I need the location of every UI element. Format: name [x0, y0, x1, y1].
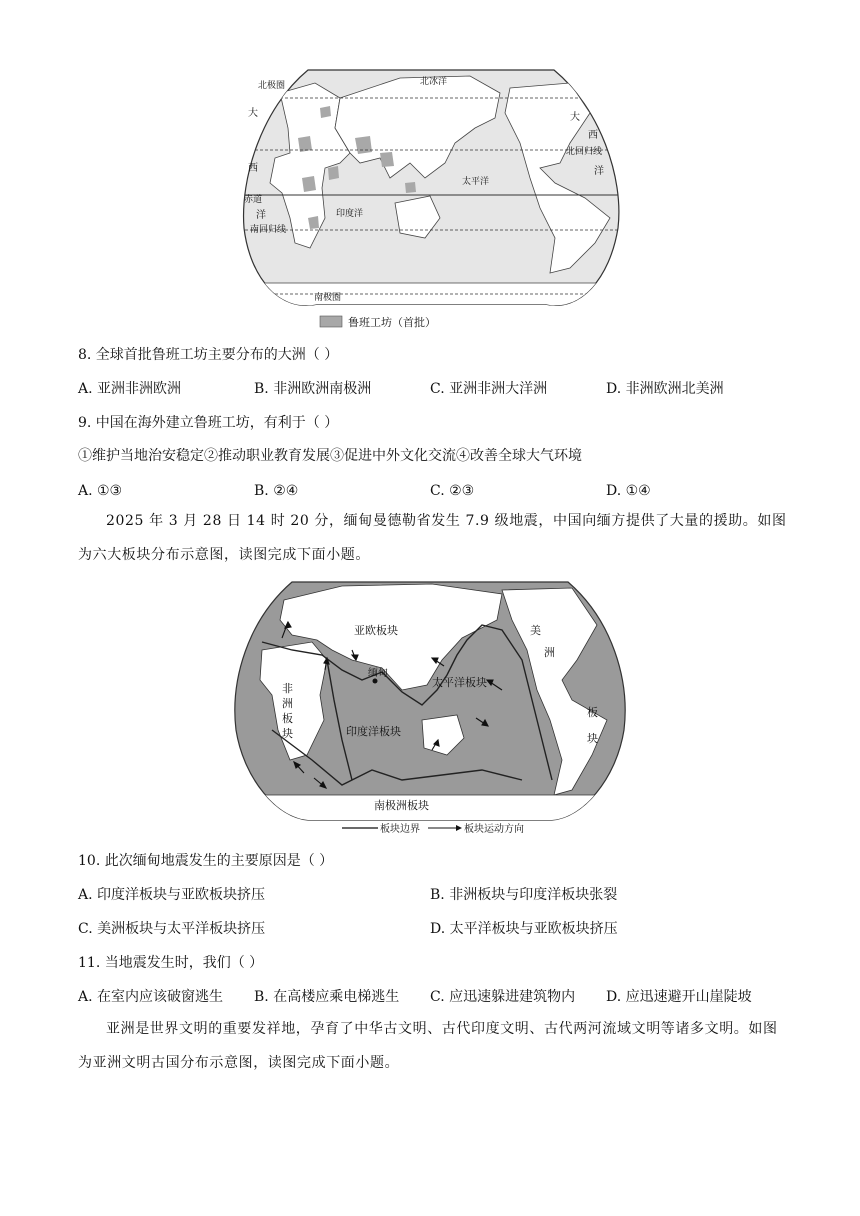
passage-asian-civilizations: 亚洲是世界文明的重要发祥地，孕育了中华古文明、古代印度文明、古代两河流域文明等诸多文明。如图为亚洲文明古国分布示意图，读图完成下面小题。: [78, 1021, 778, 1071]
q9-option-b[interactable]: B. ②④: [254, 483, 299, 499]
map1-label-arctic-ocean: 北冰洋: [420, 77, 448, 87]
map2-label-african-2: 洲: [282, 697, 293, 710]
map1-label-equator: 赤道: [244, 195, 263, 205]
map1-label-indian-ocean: 印度洋: [336, 209, 364, 219]
q9-option-a[interactable]: A. ①③: [78, 483, 123, 499]
map1-label-arctic-circle: 北极圈: [258, 81, 286, 91]
q10-stem: 10. 此次缅甸地震发生的主要原因是（ ）: [78, 853, 334, 869]
map1-highlight-8: [320, 106, 331, 118]
map2-label-antarctic: 南极洲板块: [374, 799, 429, 812]
map1-label-antarctic-circle: 南极圈: [314, 293, 342, 303]
map1-highlight-3: [308, 216, 319, 229]
map2-svg: [232, 580, 628, 838]
map1-highlight-6: [405, 182, 416, 193]
q9-option-d[interactable]: D. ①④: [606, 483, 651, 499]
q11-option-d[interactable]: D. 应迅速避开山崖陡坡: [606, 989, 752, 1005]
map2-label-pacific: 太平洋板块: [432, 676, 487, 689]
map1-legend-swatch: [320, 316, 342, 327]
map1-label-pacific: 太平洋: [462, 177, 490, 187]
map1-label-yang-right: 洋: [594, 166, 604, 177]
q8-option-c[interactable]: C. 亚洲非洲大洋洲: [430, 381, 548, 397]
q10-option-a[interactable]: A. 印度洋板块与亚欧板块挤压: [78, 887, 266, 903]
map1-label-tropic-south: 南回归线: [250, 225, 287, 235]
map1-label-xi-right: 西: [588, 130, 598, 141]
map2-label-african-1: 非: [282, 682, 293, 695]
map2-legend-motion: 板块运动方向: [464, 824, 524, 835]
map1-svg: [240, 68, 622, 336]
map2-label-african-4: 块: [282, 727, 293, 740]
map2-land-antarctica: [232, 795, 628, 838]
q11-option-c[interactable]: C. 应迅速躲进建筑物内: [430, 989, 576, 1005]
map1-label-da-right: 大: [570, 112, 580, 123]
map-luban-workshops: [240, 68, 622, 336]
q10-option-b[interactable]: B. 非洲板块与印度洋板块张裂: [430, 887, 618, 903]
map2-label-eurasian: 亚欧板块: [354, 624, 398, 637]
map1-highlight-1: [298, 136, 312, 152]
map2-legend-boundary: 板块边界: [380, 824, 420, 835]
map2-legend-arrow-head: [456, 825, 462, 831]
map2-label-american-1: 美: [530, 624, 541, 637]
q8-stem: 8. 全球首批鲁班工坊主要分布的大洲（ ）: [78, 347, 339, 363]
map1-label-xi-left: 西: [248, 163, 258, 174]
q11-option-a[interactable]: A. 在室内应该破窗逃生: [78, 989, 224, 1005]
map1-highlight-7: [328, 166, 339, 180]
map2-label-american-2: 洲: [544, 646, 555, 659]
map1-label-yang-left: 洋: [256, 210, 266, 221]
map2-label-myanmar: 缅甸: [368, 668, 388, 679]
q8-option-a[interactable]: A. 亚洲非洲欧洲: [78, 381, 182, 397]
map1-highlight-5: [380, 152, 394, 167]
q8-option-b[interactable]: B. 非洲欧洲南极洲: [254, 381, 372, 397]
map2-label-american-3: 板: [587, 706, 598, 719]
map2-myanmar-dot: [373, 679, 378, 684]
map-six-plates: [232, 580, 628, 838]
map1-highlight-4: [355, 136, 372, 154]
q9-statements: ①维护当地治安稳定②推动职业教育发展③促进中外文化交流④改善全球大气环境: [78, 448, 582, 464]
q9-option-c[interactable]: C. ②③: [430, 483, 475, 499]
map1-legend-label: 鲁班工坊（首批）: [348, 316, 436, 329]
q10-option-c[interactable]: C. 美洲板块与太平洋板块挤压: [78, 921, 266, 937]
q10-option-d[interactable]: D. 太平洋板块与亚欧板块挤压: [430, 921, 618, 937]
map2-label-indian: 印度洋板块: [346, 725, 401, 738]
q11-option-b[interactable]: B. 在高楼应乘电梯逃生: [254, 989, 400, 1005]
q9-stem: 9. 中国在海外建立鲁班工坊，有利于（ ）: [78, 415, 339, 431]
map2-label-american-4: 块: [587, 732, 598, 745]
map1-highlight-2: [302, 176, 316, 192]
map1-label-da-left: 大: [248, 108, 258, 119]
q11-stem: 11. 当地震发生时，我们（ ）: [78, 955, 264, 971]
passage-earthquake: 2025 年 3 月 28 日 14 时 20 分，缅甸曼德勒省发生 7.9 级地震，中国向缅方提供了大量的援助。如图为六大板块分布示意图，读图完成下面小题。: [78, 513, 787, 563]
map1-label-tropic-north: 北回归线: [566, 147, 603, 157]
map2-label-african-3: 板: [282, 712, 293, 725]
q8-option-d[interactable]: D. 非洲欧洲北美洲: [606, 381, 724, 397]
